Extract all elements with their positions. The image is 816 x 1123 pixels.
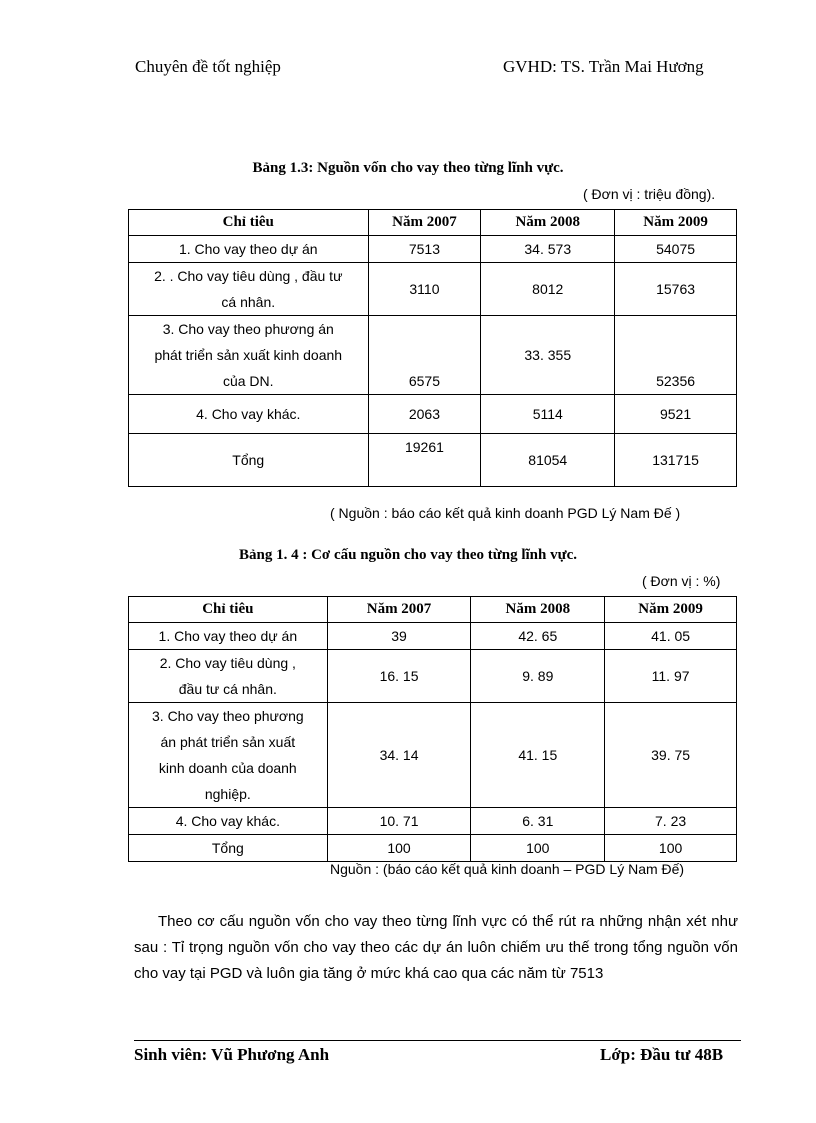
cell-2008: 42. 65 [471,623,605,650]
cell-2008: 34. 573 [481,236,615,263]
cell-2008: 100 [471,835,605,862]
row-label: 1. Cho vay theo dự án [129,236,369,263]
table2-header-cell: Năm 2009 [605,597,737,623]
table-row [129,316,737,395]
table-row [129,623,737,650]
cell-2008: 33. 355 [481,316,615,395]
cell-2007: 100 [327,835,471,862]
table1-header-cell: Chỉ tiêu [129,210,369,236]
table-row [129,808,737,835]
cell-2007: 16. 15 [327,650,471,703]
table1-header-cell: Năm 2007 [368,210,481,236]
cell-2008: 41. 15 [471,703,605,808]
table-row [129,395,737,434]
table2-source: Nguồn : (báo cáo kết quả kinh doanh – PGD Lý Nam Đế) [330,861,685,877]
cell-2009: 131715 [615,434,737,487]
table2-caption: Bảng 1. 4 : Cơ cấu nguồn cho vay theo từng lĩnh vực. [238,547,578,563]
cell-2007: 2063 [368,395,481,434]
row-label: Tổng [129,434,369,487]
cell-2008: 9. 89 [471,650,605,703]
cell-2007: 10. 71 [327,808,471,835]
table2-header-cell: Năm 2008 [471,597,605,623]
table2 [128,596,737,862]
cell-2009: 41. 05 [605,623,737,650]
cell-2007: 19261 [368,434,481,487]
cell-2009: 100 [605,835,737,862]
cell-2008: 6. 31 [471,808,605,835]
row-label: 4. Cho vay khác. [129,395,369,434]
cell-2009: 11. 97 [605,650,737,703]
row-label: 3. Cho vay theo phương án phát triển sản xuất kinh doanh của doanh nghiệp. [129,703,328,808]
cell-2007: 34. 14 [327,703,471,808]
table-row [129,650,737,703]
table-row [129,263,737,316]
cell-2009: 54075 [615,236,737,263]
table1-header-row [129,210,737,236]
cell-2007: 7513 [368,236,481,263]
body-paragraph: Theo cơ cấu nguồn vốn cho vay theo từng lĩnh vực có thể rút ra những nhận xét như sau : Tỉ trọng nguồn vốn cho vay theo các dự án luôn chiếm ưu thế trong tổng nguồn vốn cho vay tại PGD và luôn gia tăng ở mức khá cao qua các năm từ 7513 [134,913,738,982]
cell-2009: 9521 [615,395,737,434]
footer-divider [134,1040,741,1041]
row-label: 3. Cho vay theo phương án phát triển sản xuất kinh doanh của DN. [129,316,369,395]
cell-2007: 6575 [368,316,481,395]
table1-header-cell: Năm 2008 [481,210,615,236]
row-label: 4. Cho vay khác. [129,808,328,835]
cell-2009: 15763 [615,263,737,316]
table-row [129,703,737,808]
table2-unit: ( Đơn vị : %) [642,573,721,589]
cell-2009: 39. 75 [605,703,737,808]
table-row-total [129,835,737,862]
footer-student: Sinh viên: Vũ Phương Anh [134,1045,330,1064]
cell-2007: 3110 [368,263,481,316]
table2-header-row [129,597,737,623]
cell-2008: 8012 [481,263,615,316]
cell-2008: 81054 [481,434,615,487]
table2-header-cell: Chỉ tiêu [129,597,328,623]
header-left-title: Chuyên đề tốt nghiệp [135,57,281,76]
table1 [128,209,737,487]
row-label: 1. Cho vay theo dự án [129,623,328,650]
footer-class: Lớp: Đầu tư 48B [600,1045,724,1064]
table1-header-cell: Năm 2009 [615,210,737,236]
table-row [129,236,737,263]
table-row-total [129,434,737,487]
cell-2007: 39 [327,623,471,650]
header-right-advisor: GVHD: TS. Trần Mai Hương [503,57,704,76]
cell-2009: 7. 23 [605,808,737,835]
table1-unit: ( Đơn vị : triệu đồng). [583,186,716,202]
row-label: 2. . Cho vay tiêu dùng , đầu tư cá nhân. [129,263,369,316]
row-label: Tổng [129,835,328,862]
table1-source: ( Nguồn : báo cáo kết quả kinh doanh PGD Lý Nam Đế ) [330,505,681,521]
cell-2009: 52356 [615,316,737,395]
row-label: 2. Cho vay tiêu dùng , đầu tư cá nhân. [129,650,328,703]
cell-2008: 5114 [481,395,615,434]
table1-caption: Bảng 1.3: Nguồn vốn cho vay theo từng lĩnh vực. [252,160,564,176]
table2-header-cell: Năm 2007 [327,597,471,623]
